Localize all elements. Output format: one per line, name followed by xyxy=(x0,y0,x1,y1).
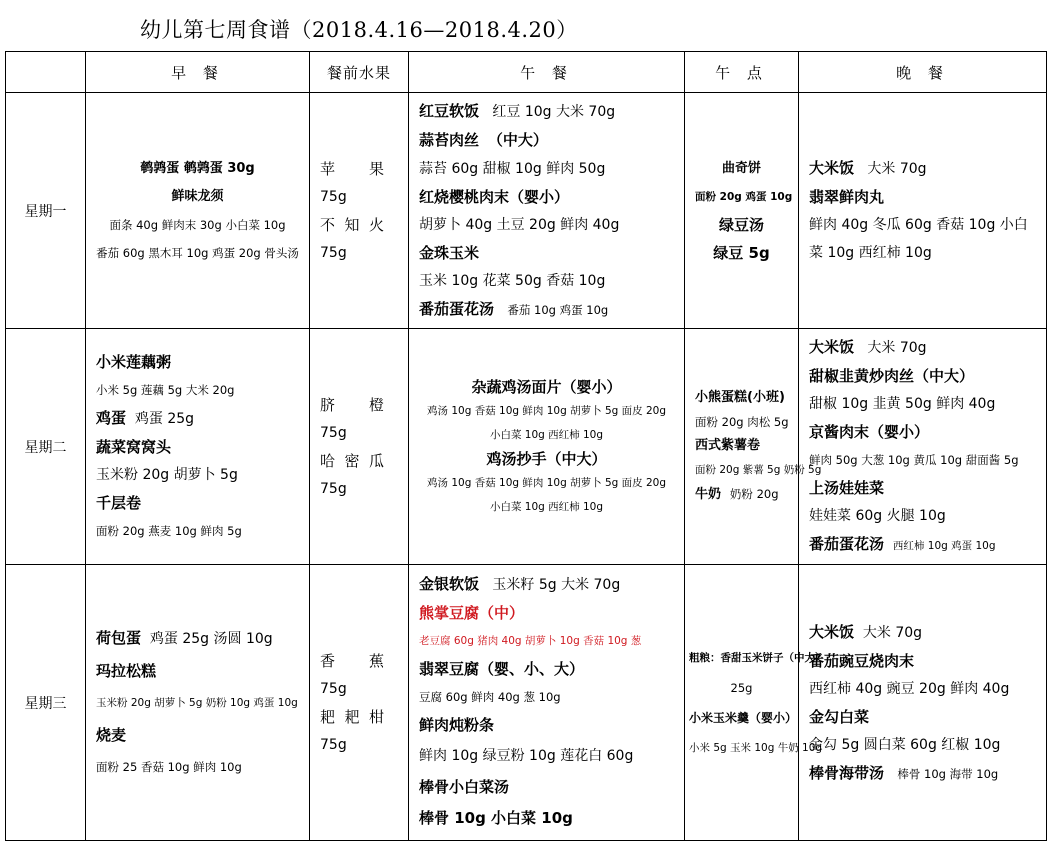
ingredients: 玉米粉 20g 胡萝卜 5g xyxy=(96,467,238,483)
dish-name: 棒骨小白菜汤 xyxy=(419,778,510,796)
ingredients: 鲜肉 40g 冬瓜 60g 香菇 10g 小白 xyxy=(809,217,1028,233)
ingredients: 面粉 20g 肉松 5g xyxy=(695,415,789,429)
ingredients: 绿豆 5g xyxy=(713,243,770,262)
ingredients: 面粉 25 香菇 10g 鲜肉 10g xyxy=(96,760,242,774)
ingredients: 棒骨 10g 小白菜 10g xyxy=(419,809,573,827)
breakfast-cell xyxy=(86,565,310,841)
dish-name: 大米饭 xyxy=(809,338,855,356)
fruit-weight: 75g xyxy=(320,680,347,697)
fruit-cell xyxy=(310,565,409,841)
dish-name: 鸡蛋 xyxy=(96,409,127,427)
ingredients: 鸡蛋 25g xyxy=(134,411,195,427)
fruit-weight: 75g xyxy=(320,188,347,205)
dish-name: 小熊蛋糕(小班) xyxy=(695,390,785,405)
header-dinner: 晚 餐 xyxy=(799,52,1047,93)
ingredients: 棒骨 10g 海带 10g xyxy=(897,766,999,781)
dish-name: 番茄豌豆烧肉末 xyxy=(809,651,915,670)
table-row xyxy=(6,565,1047,841)
dish-group: （中大） xyxy=(487,131,548,149)
dish-name: 鲜肉炖粉条 xyxy=(419,716,495,734)
lunch-cell xyxy=(409,565,685,841)
fruit-weight: 75g xyxy=(320,480,347,497)
header-day-blank xyxy=(6,52,86,93)
ingredients: 鸡蛋 25g 汤圆 10g xyxy=(149,631,273,647)
ingredients: 奶粉 20g xyxy=(729,487,779,501)
breakfast-cell xyxy=(86,93,310,329)
dish-name: 番茄蛋花汤 xyxy=(809,535,885,553)
day-label: 星期二 xyxy=(6,329,86,565)
ingredients: 鸡汤 10g 香菇 10g 鲜肉 10g 胡萝卜 5g 面皮 20g xyxy=(427,404,666,417)
ingredients: 面粉 20g 鸡蛋 10g xyxy=(695,190,793,203)
dish-name: 翡翠鲜肉丸 xyxy=(809,188,885,206)
ingredients: 玉米 10g 花菜 50g 香菇 10g xyxy=(419,273,606,289)
fruit-weight: 75g xyxy=(320,736,347,753)
lunch-cell xyxy=(409,93,685,329)
ingredients: 面粉 20g 紫薯 5g 奶粉 5g xyxy=(695,464,822,476)
dish-name: 上汤娃娃菜 xyxy=(809,479,885,497)
ingredients: 西红柿 40g 豌豆 20g 鲜肉 40g xyxy=(809,680,1010,697)
table-header-row xyxy=(6,52,1047,93)
dish-name: 小米玉米羹（婴小） xyxy=(689,710,798,725)
dinner-cell xyxy=(799,329,1047,565)
ingredients: 大米 70g xyxy=(867,161,927,177)
dish-name: 蔬菜窝窝头 xyxy=(96,438,172,456)
ingredients: 菜 10g 西红柿 10g xyxy=(809,245,932,261)
day-label: 星期一 xyxy=(6,93,86,329)
header-lunch: 午 餐 xyxy=(409,52,685,93)
ingredients: 鲜肉 50g 大葱 10g 黄瓜 10g 甜面酱 5g xyxy=(809,453,1019,467)
fruit-weight: 75g xyxy=(320,424,347,441)
ingredients: 西红柿 10g 鸡蛋 10g xyxy=(892,540,996,552)
fruit-cell xyxy=(310,93,409,329)
table-row xyxy=(6,329,1047,565)
dish-name: 荷包蛋 xyxy=(96,629,142,647)
table-row xyxy=(6,93,1047,329)
ingredients: 甜椒 10g 韭黄 50g 鲜肉 40g xyxy=(809,396,996,412)
dish-name: 杂蔬鸡汤面片（婴小） xyxy=(471,377,622,396)
ingredients: 面粉 20g 燕麦 10g 鲜肉 5g xyxy=(96,524,242,538)
fruit-name: 苹 果 xyxy=(320,159,384,178)
ingredients: 小白菜 10g 西红柿 10g xyxy=(489,500,604,513)
fruit-name: 香 蕉 xyxy=(320,651,384,670)
ingredients: 大米 70g xyxy=(862,624,923,641)
snack-cell xyxy=(685,565,826,841)
ingredients: 金勾 5g 圆白菜 60g 红椒 10g xyxy=(809,736,1001,753)
header-snack: 午 点 xyxy=(685,52,799,93)
ingredients: 小白菜 10g 西红柿 10g xyxy=(489,428,604,441)
dish-name: 金银软饭 xyxy=(419,575,480,593)
dish-name: 金珠玉米 xyxy=(419,244,480,262)
dish-name: 红烧樱桃肉末（婴小） xyxy=(419,188,570,206)
fruit-cell xyxy=(310,329,409,565)
dish-name: 翡翠豆腐（婴、小、大） xyxy=(419,660,585,678)
dish-name: 鲜味龙须 xyxy=(171,188,224,204)
dish-name: 番茄蛋花汤 xyxy=(419,300,495,318)
dish-name: 鹌鹑蛋 鹌鹑蛋 30g xyxy=(140,160,255,176)
ingredients: 小米 5g 玉米 10g 牛奶 10g xyxy=(689,741,823,754)
ingredients: 玉米粉 20g 胡萝卜 5g 奶粉 10g 鸡蛋 10g xyxy=(96,697,298,709)
dish-name: 大米饭 xyxy=(809,159,855,177)
ingredients: 蒜苔 60g 甜椒 10g 鲜肉 50g xyxy=(419,161,606,177)
dish-name: 小米莲藕粥 xyxy=(96,353,172,371)
dish-name: 甜椒韭黄炒肉丝（中大） xyxy=(809,367,975,385)
dish-name: 千层卷 xyxy=(96,494,142,512)
breakfast-cell xyxy=(86,329,310,565)
ingredients: 番茄 60g 黑木耳 10g 鸡蛋 20g 骨头汤 xyxy=(96,245,299,260)
ingredients: 红豆 10g 大米 70g xyxy=(492,104,616,120)
dinner-cell xyxy=(799,93,1047,329)
page-title: 幼儿第七周食谱（2018.4.16—2018.4.20） xyxy=(140,18,578,42)
ingredients: 老豆腐 60g 猪肉 40g 胡萝卜 10g 香菇 10g 葱 xyxy=(419,635,642,647)
dish-name: 玛拉松糕 xyxy=(96,662,157,680)
dish-name: 京酱肉末（婴小） xyxy=(809,423,930,441)
dish-name: 牛奶 xyxy=(695,487,722,502)
ingredients: 娃娃菜 60g 火腿 10g xyxy=(809,508,946,524)
day-label: 星期三 xyxy=(6,565,86,841)
snack-cell xyxy=(685,329,822,565)
ingredients: 胡萝卜 40g 土豆 20g 鲜肉 40g xyxy=(419,217,620,233)
fruit-name: 脐 橙 xyxy=(320,395,384,414)
dish-name: 西式紫薯卷 xyxy=(695,438,761,453)
ingredients: 大米 70g xyxy=(867,340,927,356)
fruit-name: 哈 密 瓜 xyxy=(320,451,384,470)
menu-table xyxy=(5,51,1047,841)
dish-name: 绿豆汤 xyxy=(718,215,764,234)
dish-name: 粗粮：香甜玉米饼子（中大） xyxy=(689,651,826,664)
dinner-cell xyxy=(799,565,1047,841)
header-breakfast: 早 餐 xyxy=(86,52,310,93)
ingredients: 面条 40g 鲜肉末 30g 小白菜 10g xyxy=(109,217,286,232)
dish-name: 棒骨海带汤 xyxy=(809,763,885,782)
dish-name: 金勾白菜 xyxy=(809,707,870,726)
fruit-weight: 75g xyxy=(320,244,347,261)
dish-name: 熊掌豆腐（中） xyxy=(419,604,525,622)
lunch-cell xyxy=(409,329,685,565)
dish-name: 曲奇饼 xyxy=(721,160,761,176)
fruit-name: 耙 耙 柑 xyxy=(320,707,384,726)
dish-name: 烧麦 xyxy=(96,726,127,744)
ingredients: 鸡汤 10g 香菇 10g 鲜肉 10g 胡萝卜 5g 面皮 20g xyxy=(427,476,666,489)
dish-name: 红豆软饭 xyxy=(419,102,480,120)
dish-name: 大米饭 xyxy=(809,622,855,641)
ingredients: 25g xyxy=(730,680,753,695)
fruit-name: 不 知 火 xyxy=(320,215,384,234)
ingredients: 番茄 10g 鸡蛋 10g xyxy=(507,303,609,317)
ingredients: 小米 5g 莲藕 5g 大米 20g xyxy=(96,383,235,397)
ingredients: 玉米籽 5g 大米 70g xyxy=(492,577,621,593)
header-fruit: 餐前水果 xyxy=(310,52,409,93)
dish-name: 鸡汤抄手（中大） xyxy=(486,449,607,468)
dish-name: 蒜苔肉丝 xyxy=(419,131,480,149)
ingredients: 豆腐 60g 鲜肉 40g 葱 10g xyxy=(419,690,561,704)
snack-cell xyxy=(685,93,799,329)
ingredients: 鲜肉 10g 绿豆粉 10g 莲花白 60g xyxy=(419,748,634,764)
